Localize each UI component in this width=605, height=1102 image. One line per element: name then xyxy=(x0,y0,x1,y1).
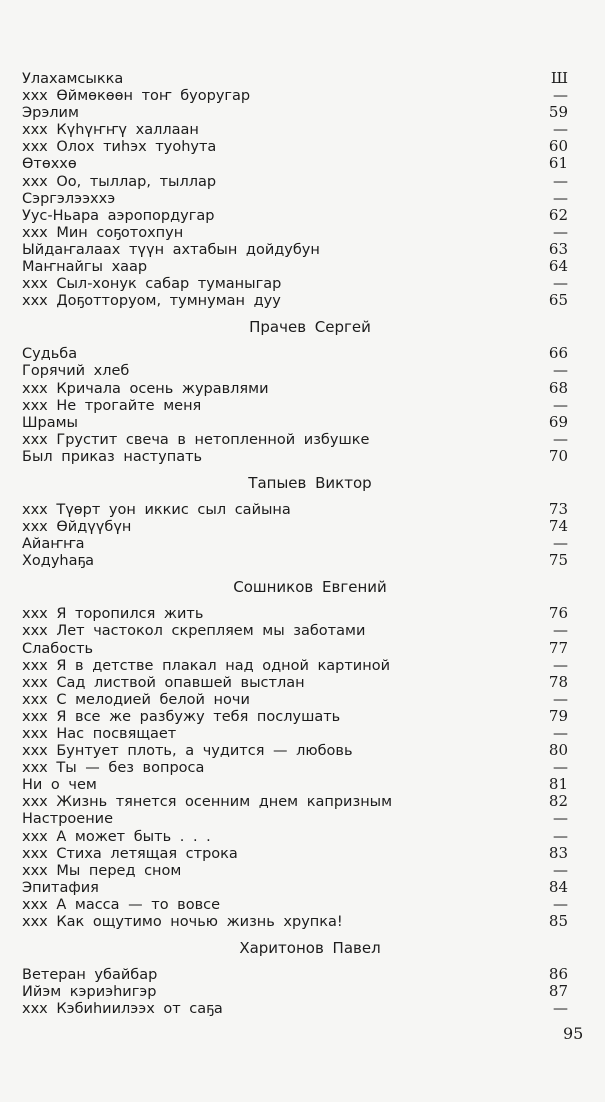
entry-title: xxx Мы перед сном xyxy=(22,862,182,879)
author-heading: Харитонов Павел xyxy=(239,939,381,958)
entry-page: — xyxy=(553,395,568,414)
entry-title: Ни о чем xyxy=(22,777,97,794)
entry-page: 83 xyxy=(548,843,568,862)
toc-entry xyxy=(22,207,568,224)
toc-entry xyxy=(22,674,568,691)
toc-entry xyxy=(22,776,568,793)
entry-title: Судьба xyxy=(22,346,78,363)
toc-entry xyxy=(22,501,568,518)
entry-page: 85 xyxy=(548,912,568,931)
entry-title: Улахамсыкка xyxy=(22,71,124,87)
entry-page: 81 xyxy=(548,775,568,794)
toc-entry xyxy=(22,983,568,1000)
entry-title: xxx Как ощутимо ночью жизнь хрупка! xyxy=(22,914,343,931)
entry-page: — xyxy=(553,894,568,913)
entry-page: 63 xyxy=(548,239,568,258)
author-heading: Сошников Евгений xyxy=(233,578,387,597)
toc-entry xyxy=(22,345,568,362)
entry-title: Был приказ наступать xyxy=(22,448,203,465)
toc-entry xyxy=(22,431,568,448)
toc-entry xyxy=(22,1000,568,1017)
entry-title: xxx Я в детстве плакал над одной картиной xyxy=(22,657,391,674)
entry-page: 70 xyxy=(548,446,568,465)
entry-title: xxx А масса — то вовсе xyxy=(22,896,221,913)
entry-page: 86 xyxy=(548,965,568,984)
entry-page: 59 xyxy=(548,103,568,122)
author-heading: Тапыев Виктор xyxy=(248,473,372,492)
toc-entry xyxy=(22,708,568,725)
entry-page: — xyxy=(553,860,568,879)
entry-title: xxx Өйдүүбүн xyxy=(22,519,132,536)
toc-entry xyxy=(22,362,568,379)
toc-entry xyxy=(22,70,568,87)
entry-title: Сэргэлээххэ xyxy=(22,190,116,207)
entry-title: Настроение xyxy=(22,811,114,828)
toc-entry xyxy=(22,759,568,776)
entry-title: xxx Я торопился жить xyxy=(22,606,204,623)
toc-entry xyxy=(22,104,568,121)
toc-entry xyxy=(22,87,568,104)
toc-entry xyxy=(22,138,568,155)
entry-page: — xyxy=(553,655,568,674)
toc-entry xyxy=(22,742,568,759)
entry-page: — xyxy=(553,429,568,448)
entry-title: xxx Олох тиһэх туоһута xyxy=(22,139,217,156)
entry-page: 66 xyxy=(548,344,568,363)
table-of-contents xyxy=(22,70,568,1017)
entry-page: Ш xyxy=(550,69,568,87)
entry-title: xxx Бунтует плоть, а чудится — любовь xyxy=(22,743,353,760)
entry-page: — xyxy=(553,809,568,828)
entry-title: xxx Кричала осень журавлями xyxy=(22,380,269,397)
entry-page: 76 xyxy=(548,604,568,623)
toc-entry xyxy=(22,535,568,552)
toc-entry xyxy=(22,896,568,913)
entry-title: xxx Кэбиһиилээх от саҕа xyxy=(22,1001,223,1018)
toc-entry xyxy=(22,966,568,983)
toc-entry xyxy=(22,241,568,258)
entry-page: 77 xyxy=(548,638,568,657)
toc-entry xyxy=(22,657,568,674)
entry-title: xxx Доҕотторуом, тумнуман дуу xyxy=(22,293,281,310)
toc-entry xyxy=(22,121,568,138)
entry-title: xxx Түөрт уон иккис сыл сайына xyxy=(22,501,291,518)
toc-entry xyxy=(22,622,568,639)
entry-title: xxx Я все же разбужу тебя послушать xyxy=(22,708,341,725)
entry-title: Уус-Ньара аэропордугар xyxy=(22,207,215,224)
entry-title: xxx Стиха летящая строка xyxy=(22,845,238,862)
toc-entry xyxy=(22,640,568,657)
entry-page: — xyxy=(553,222,568,241)
entry-page: — xyxy=(553,86,568,105)
entry-page: 68 xyxy=(548,378,568,397)
entry-title: xxx Жизнь тянется осенним днем капризным xyxy=(22,794,393,811)
toc-entry xyxy=(22,862,568,879)
toc-entry xyxy=(22,605,568,622)
entry-page: 75 xyxy=(548,551,568,570)
toc-entry xyxy=(22,879,568,896)
entry-title: xxx Сад листвой опавшей выстлан xyxy=(22,674,305,691)
entry-page: 64 xyxy=(548,257,568,276)
entry-title: xxx Күһүҥҥү халлаан xyxy=(22,122,199,139)
entry-title: Ветеран убайбар xyxy=(22,967,158,984)
entry-page: 79 xyxy=(548,706,568,725)
entry-page: 82 xyxy=(548,792,568,811)
entry-title: xxx Мин соҕотохпун xyxy=(22,224,184,241)
entry-page: — xyxy=(553,171,568,190)
entry-page: 61 xyxy=(548,154,568,173)
entry-page: 80 xyxy=(548,741,568,760)
entry-page: 65 xyxy=(548,291,568,310)
entry-title: Горячий хлеб xyxy=(22,363,130,380)
entry-page: — xyxy=(553,361,568,380)
entry-title: xxx Ты — без вопроса xyxy=(22,760,205,777)
toc-entry xyxy=(22,397,568,414)
toc-entry xyxy=(22,380,568,397)
toc-entry xyxy=(22,275,568,292)
entry-title: xxx Сыл-хонук сабар туманыгар xyxy=(22,276,282,293)
entry-page: — xyxy=(553,724,568,742)
toc-entry xyxy=(22,190,568,207)
entry-title: xxx С мелодией белой ночи xyxy=(22,691,250,708)
entry-title: xxx А может быть . . . xyxy=(22,828,211,845)
entry-page: — xyxy=(553,826,568,845)
toc-entry xyxy=(22,518,568,535)
entry-page: — xyxy=(553,274,568,293)
toc-entry xyxy=(22,155,568,172)
toc-entry xyxy=(22,845,568,862)
toc-entry xyxy=(22,691,568,708)
entry-title: xxx Нас посвящает xyxy=(22,726,177,742)
entry-title: Шрамы xyxy=(22,414,78,431)
entry-title: Ыйдаҥалаах түүн ахтабын дойдубун xyxy=(22,241,320,258)
entry-title: Эрэлим xyxy=(22,105,79,122)
entry-page: 78 xyxy=(548,672,568,691)
entry-page: — xyxy=(553,120,568,139)
toc-entry xyxy=(22,725,568,742)
entry-page: 87 xyxy=(548,982,568,1001)
entry-page: 74 xyxy=(548,517,568,536)
toc-entry xyxy=(22,173,568,190)
entry-title: xxx Грустит свеча в нетопленной избушке xyxy=(22,431,370,448)
entry-page: — xyxy=(553,758,568,777)
entry-title: Ходуһаҕа xyxy=(22,553,95,570)
toc-entry xyxy=(22,552,568,569)
entry-page: — xyxy=(553,689,568,708)
page-number: 95 xyxy=(563,1024,584,1043)
entry-page: — xyxy=(553,999,568,1018)
entry-page: 62 xyxy=(548,205,568,224)
toc-entry xyxy=(22,828,568,845)
toc-entry xyxy=(22,793,568,810)
entry-title: Эпитафия xyxy=(22,879,99,896)
entry-title: xxx Не трогайте меня xyxy=(22,397,202,414)
toc-entry xyxy=(22,292,568,309)
entry-page: — xyxy=(553,188,568,207)
entry-title: xxx Оо, тыллар, тыллар xyxy=(22,173,217,190)
entry-page: 73 xyxy=(548,499,568,518)
entry-title: Маҥнайгы хаар xyxy=(22,259,148,276)
entry-title: xxx Лет частокол скрепляем мы заботами xyxy=(22,623,366,640)
entry-page: 84 xyxy=(548,877,568,896)
toc-entry xyxy=(22,913,568,930)
toc-entry xyxy=(22,448,568,465)
entry-title: Айаҥҥа xyxy=(22,536,85,553)
entry-title: Ийэм кэриэһигэр xyxy=(22,984,157,1001)
toc-entry xyxy=(22,810,568,827)
entry-title: Өтөххө xyxy=(22,156,77,173)
toc-entry xyxy=(22,224,568,241)
entry-title: Слабость xyxy=(22,640,94,657)
entry-title: xxx Өймөкөөн тоҥ буоругар xyxy=(22,88,251,105)
toc-entry xyxy=(22,414,568,431)
toc-entry xyxy=(22,258,568,275)
entry-page: — xyxy=(553,621,568,640)
author-heading: Прачев Сергей xyxy=(249,318,371,337)
entry-page: — xyxy=(553,534,568,553)
entry-page: 60 xyxy=(548,137,568,156)
entry-page: 69 xyxy=(548,412,568,431)
